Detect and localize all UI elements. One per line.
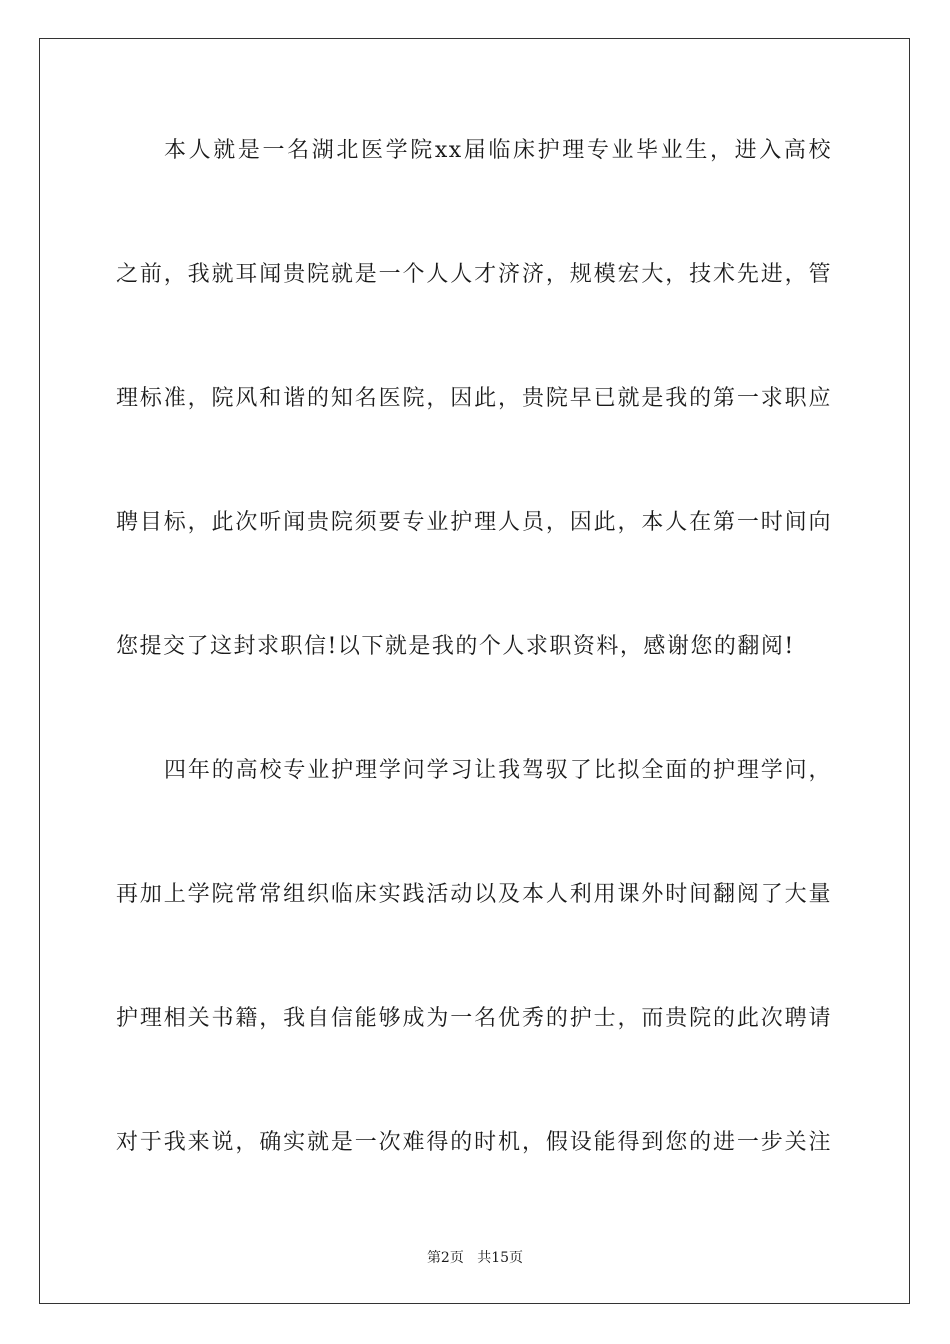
paragraph-line: 对于我来说，确实就是一次难得的时机，假设能得到您的进一步关注 <box>116 1130 832 1155</box>
page-footer <box>0 1248 950 1268</box>
page-number: 第2页 <box>426 1250 464 1266</box>
paragraph-line: 您提交了这封求职信!以下就是我的个人求职资料，感谢您的翻阅! <box>116 634 795 659</box>
paragraph-line: 护理相关书籍，我自信能够成为一名优秀的护士，而贵院的此次聘请 <box>116 1006 832 1031</box>
paragraph-line: 本人就是一名湖北医学院xx届临床护理专业毕业生，进入高校 <box>164 138 832 163</box>
paragraph-line: 再加上学院常常组织临床实践活动以及本人利用课外时间翻阅了大量 <box>116 882 832 907</box>
paragraph-line: 聘目标，此次听闻贵院须要专业护理人员，因此，本人在第一时间向 <box>116 510 832 535</box>
page-border <box>39 38 910 1304</box>
paragraph-line: 理标准，院风和谐的知名医院，因此，贵院早已就是我的第一求职应 <box>116 386 832 411</box>
page-total: 共15页 <box>477 1250 524 1266</box>
paragraph-line: 四年的高校专业护理学问学习让我驾驭了比拟全面的护理学问， <box>164 758 832 783</box>
paragraph-line: 之前，我就耳闻贵院就是一个人人才济济，规模宏大，技术先进，管 <box>116 262 832 287</box>
